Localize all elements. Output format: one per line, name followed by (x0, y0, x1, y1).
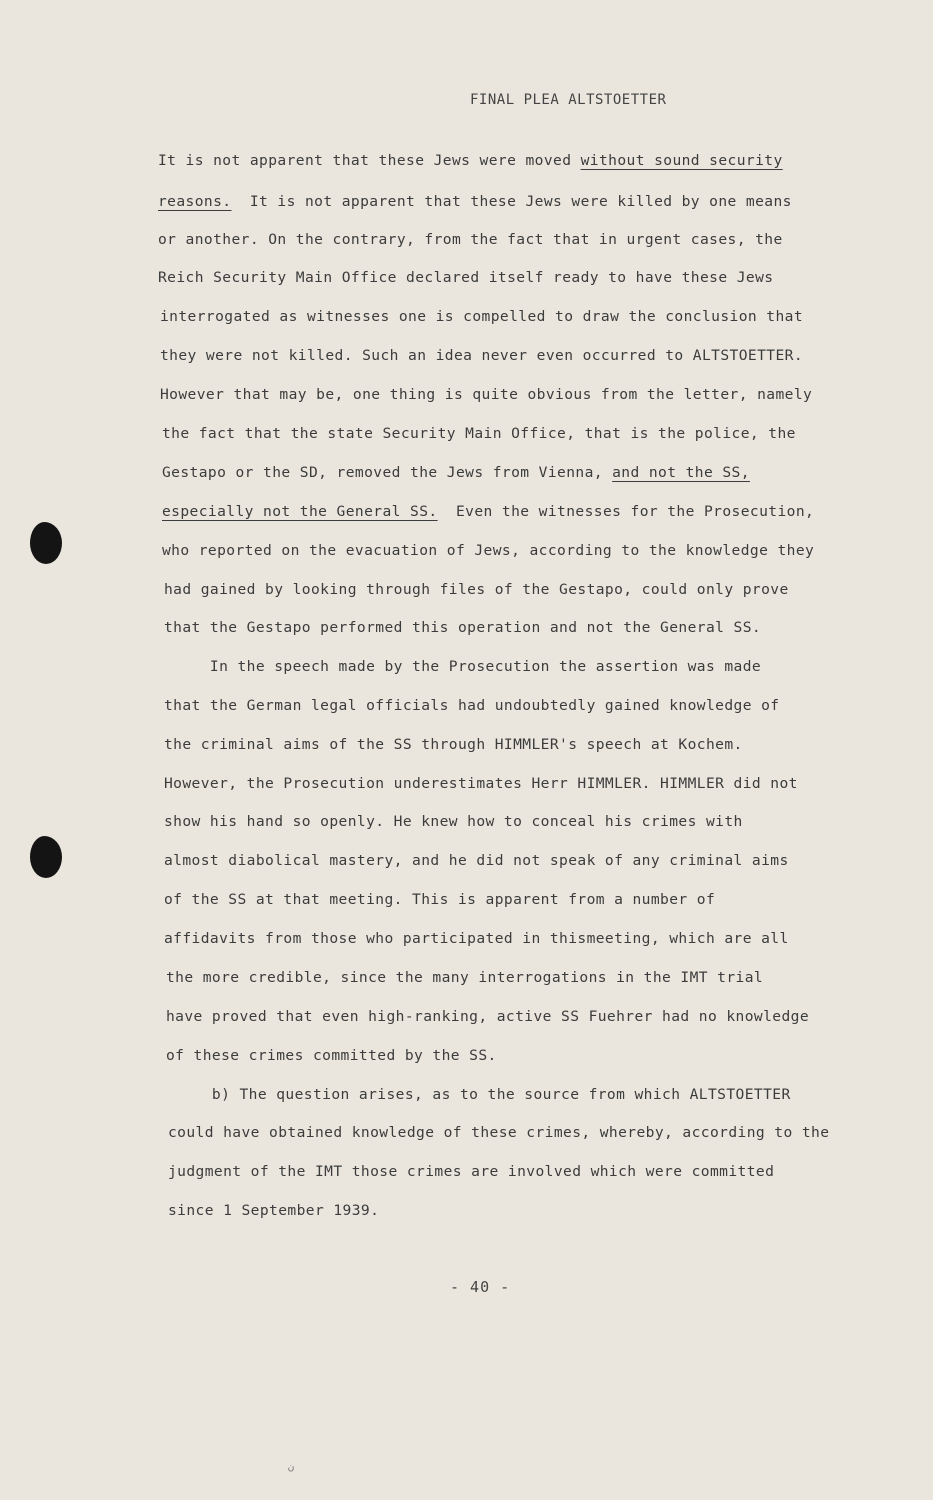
text-line (164, 697, 779, 715)
text-line (164, 658, 761, 676)
text-segment: Even the witnesses for the Prosecution, (437, 503, 815, 520)
text-segment: interrogated as witnesses one is compelled to draw the conclusion that (160, 308, 804, 325)
text-line (164, 619, 761, 637)
text-line (168, 1124, 829, 1142)
underlined-text: especially not the General SS. (162, 503, 438, 520)
text-line (162, 542, 814, 560)
text-segment: could have obtained knowledge of these crimes, whereby, according to the (168, 1124, 830, 1141)
text-segment: of the SS at that meeting. This is apparent from a number of (164, 891, 716, 908)
text-segment: the more credible, since the many interrogations in the IMT trial (166, 969, 764, 986)
text-line (160, 386, 812, 404)
text-line (168, 1202, 379, 1220)
text-line (164, 930, 789, 948)
text-segment: However, the Prosecution underestimates Herr HIMMLER. HIMMLER did not (164, 775, 798, 792)
text-line (166, 1008, 809, 1026)
text-segment: Gestapo or the SD, removed the Jews from Vienna, (162, 464, 613, 481)
text-segment: that the German legal officials had undoubtedly gained knowledge of (164, 697, 780, 714)
text-segment: Reich Security Main Office declared itself ready to have these Jews (158, 269, 774, 286)
text-segment: It is not apparent that these Jews were killed by one means (231, 193, 792, 210)
text-line (162, 464, 750, 482)
text-line (158, 231, 783, 249)
underlined-text: reasons. (158, 193, 232, 210)
text-line (158, 152, 783, 170)
text-segment: since 1 September 1939. (168, 1202, 380, 1219)
text-line (166, 1047, 497, 1065)
text-line (164, 581, 789, 599)
text-segment: In the speech made by the Prosecution the assertion was made (164, 658, 762, 675)
text-segment: that the Gestapo performed this operation and not the General SS. (164, 619, 762, 636)
text-segment: or another. On the contrary, from the fact that in urgent cases, the (158, 231, 783, 248)
text-segment: almost diabolical mastery, and he did not speak of any criminal aims (164, 852, 789, 869)
text-line (160, 308, 803, 326)
page-number: - 40 - (450, 1278, 511, 1296)
text-segment: It is not apparent that these Jews were moved (158, 152, 581, 169)
text-line (160, 347, 803, 365)
text-segment: of these crimes committed by the SS. (166, 1047, 497, 1064)
text-line (166, 969, 763, 987)
punch-hole-bottom (30, 836, 62, 878)
text-line (164, 891, 715, 909)
text-line (164, 852, 789, 870)
text-segment: However that may be, one thing is quite obvious from the letter, namely (160, 386, 813, 403)
text-line (164, 813, 743, 831)
underlined-text: without sound security (580, 152, 783, 169)
text-segment: the criminal aims of the SS through HIMMLER's speech at Kochem. (164, 736, 743, 753)
punch-hole-top (30, 522, 62, 564)
text-segment: show his hand so openly. He knew how to conceal his crimes with (164, 813, 743, 830)
text-segment: had gained by looking through files of the Gestapo, could only prove (164, 581, 789, 598)
text-segment: affidavits from those who participated in thismeeting, which are all (164, 930, 789, 947)
text-segment: they were not killed. Such an idea never even occurred to ALTSTOETTER. (160, 347, 804, 364)
text-segment: who reported on the evacuation of Jews, according to the knowledge they (162, 542, 815, 559)
text-line (168, 1163, 774, 1181)
underlined-text: and not the SS, (612, 464, 750, 481)
text-line (158, 193, 792, 211)
text-segment: have proved that even high-ranking, active SS Fuehrer had no knowledge (166, 1008, 810, 1025)
text-line (164, 775, 798, 793)
page-header: FINAL PLEA ALTSTOETTER (470, 92, 667, 108)
text-segment: b) The question arises, as to the source from which ALTSTOETTER (166, 1086, 791, 1103)
text-line (162, 425, 796, 443)
text-line (166, 1086, 791, 1104)
text-line (164, 736, 743, 754)
stray-mark: ن (288, 1462, 295, 1473)
text-line (158, 269, 773, 287)
text-segment: judgment of the IMT those crimes are involved which were committed (168, 1163, 775, 1180)
text-segment: the fact that the state Security Main Office, that is the police, the (162, 425, 796, 442)
text-line (162, 503, 814, 521)
